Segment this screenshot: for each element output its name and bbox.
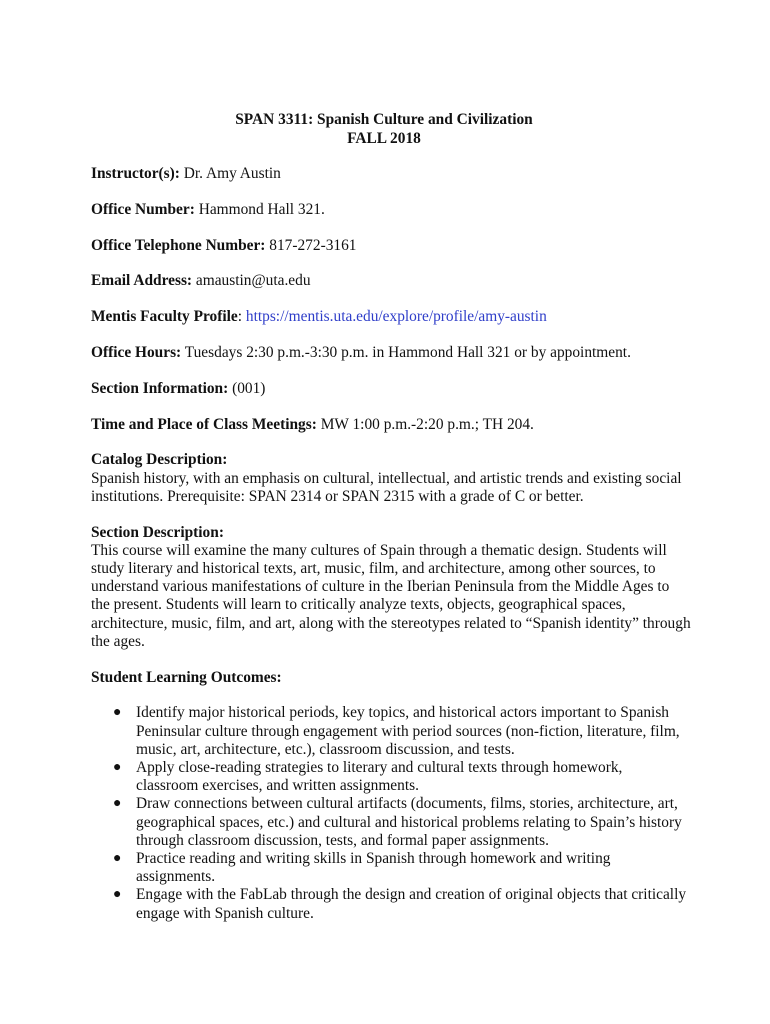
outcome-text: Practice reading and writing skills in Spanish through homework and writing assignments. xyxy=(136,850,611,886)
list-item xyxy=(91,886,688,922)
outcome-text: Engage with the FabLab through the design and creation of original objects that critically engage with Spanish culture. xyxy=(136,886,687,922)
outcome-text: Identify major historical periods, key topics, and historical actors important to Spanish Peninsular culture through engagement with period sources (non-fiction, literature, film, music, art, architecture, etc.), classroom discussion, and tests. xyxy=(136,704,680,758)
list-item xyxy=(91,795,688,850)
office-number-line xyxy=(91,201,691,219)
office-number-label: Office Number: xyxy=(91,200,195,218)
learning-outcomes xyxy=(91,669,691,923)
section-info-value: (001) xyxy=(228,379,266,397)
outcomes-heading: Student Learning Outcomes: xyxy=(91,668,282,686)
office-number-value: Hammond Hall 321. xyxy=(194,200,325,218)
office-phone-label: Office Telephone Number: xyxy=(91,236,266,254)
office-hours-line xyxy=(91,344,691,362)
catalog-text: Spanish history, with an emphasis on cultural, intellectual, and artistic trends and existing social institutions. Prerequisite: SPAN 2314 or SPAN 2315 with a grade of C or better. xyxy=(91,469,682,505)
section-description xyxy=(91,524,691,651)
email-label: Email Address: xyxy=(91,272,193,290)
course-title: SPAN 3311: Spanish Culture and Civilization xyxy=(235,111,533,128)
outcome-text: Draw connections between cultural artifacts (documents, films, stories, architecture, art, geographical spaces, etc.) and cultural and historical problems relating to Spain’s history through classroom discussion, tests, and formal paper assignments. xyxy=(136,795,682,849)
mentis-colon: : xyxy=(237,308,246,326)
instructor-line xyxy=(91,165,691,183)
bullet-icon: ● xyxy=(113,760,122,775)
instructor-label: Instructor(s): xyxy=(91,165,180,182)
class-meetings-value: MW 1:00 p.m.-2:20 p.m.; TH 204. xyxy=(316,415,534,433)
mentis-line xyxy=(91,308,691,326)
office-hours-label: Office Hours: xyxy=(91,343,182,361)
bullet-icon: ● xyxy=(113,887,122,903)
syllabus-page xyxy=(91,111,691,923)
list-item xyxy=(91,704,688,759)
section-info-line xyxy=(91,380,691,398)
section-info-label: Section Information: xyxy=(91,379,229,397)
class-meetings-line xyxy=(91,416,691,434)
office-phone-value: 817-272-3161 xyxy=(265,236,357,254)
outcome-text: Apply close-reading strategies to literary and cultural texts through homework, classroom exercises, and written assignments. xyxy=(136,759,623,795)
section-description-text: This course will examine the many cultures of Spain through a thematic design. Students will study literary and historical texts, art, music, film, and architecture, among other sources, to understand various manifestations of culture in the Iberian Peninsula from the Middle Ages to the present. Students will learn to critically analyze texts, objects, geographical spaces, architecture, music, film, and art, along with the stereotypes related to “Spanish identity” through the ages. xyxy=(91,541,691,650)
list-item xyxy=(91,850,688,886)
bullet-icon: ● xyxy=(113,796,122,812)
list-item xyxy=(91,759,688,795)
office-phone-line xyxy=(91,237,691,255)
office-hours-value: Tuesdays 2:30 p.m.-3:30 p.m. in Hammond Hall 321 or by appointment. xyxy=(181,343,631,361)
catalog-description xyxy=(91,451,691,506)
term-label: FALL 2018 xyxy=(347,129,421,147)
title-block xyxy=(91,111,677,148)
mentis-profile-link[interactable]: https://mentis.uta.edu/explore/profile/amy-austin xyxy=(245,308,547,326)
mentis-label: Mentis Faculty Profile xyxy=(91,308,238,326)
instructor-value: Dr. Amy Austin xyxy=(179,165,281,182)
outcomes-list xyxy=(91,704,691,922)
class-meetings-label: Time and Place of Class Meetings: xyxy=(91,415,317,433)
section-description-heading: Section Description: xyxy=(91,523,224,541)
catalog-heading: Catalog Description: xyxy=(91,451,228,469)
email-value: amaustin@uta.edu xyxy=(192,272,311,290)
bullet-icon: ● xyxy=(113,705,122,721)
email-line xyxy=(91,272,691,290)
bullet-icon: ● xyxy=(113,851,122,867)
